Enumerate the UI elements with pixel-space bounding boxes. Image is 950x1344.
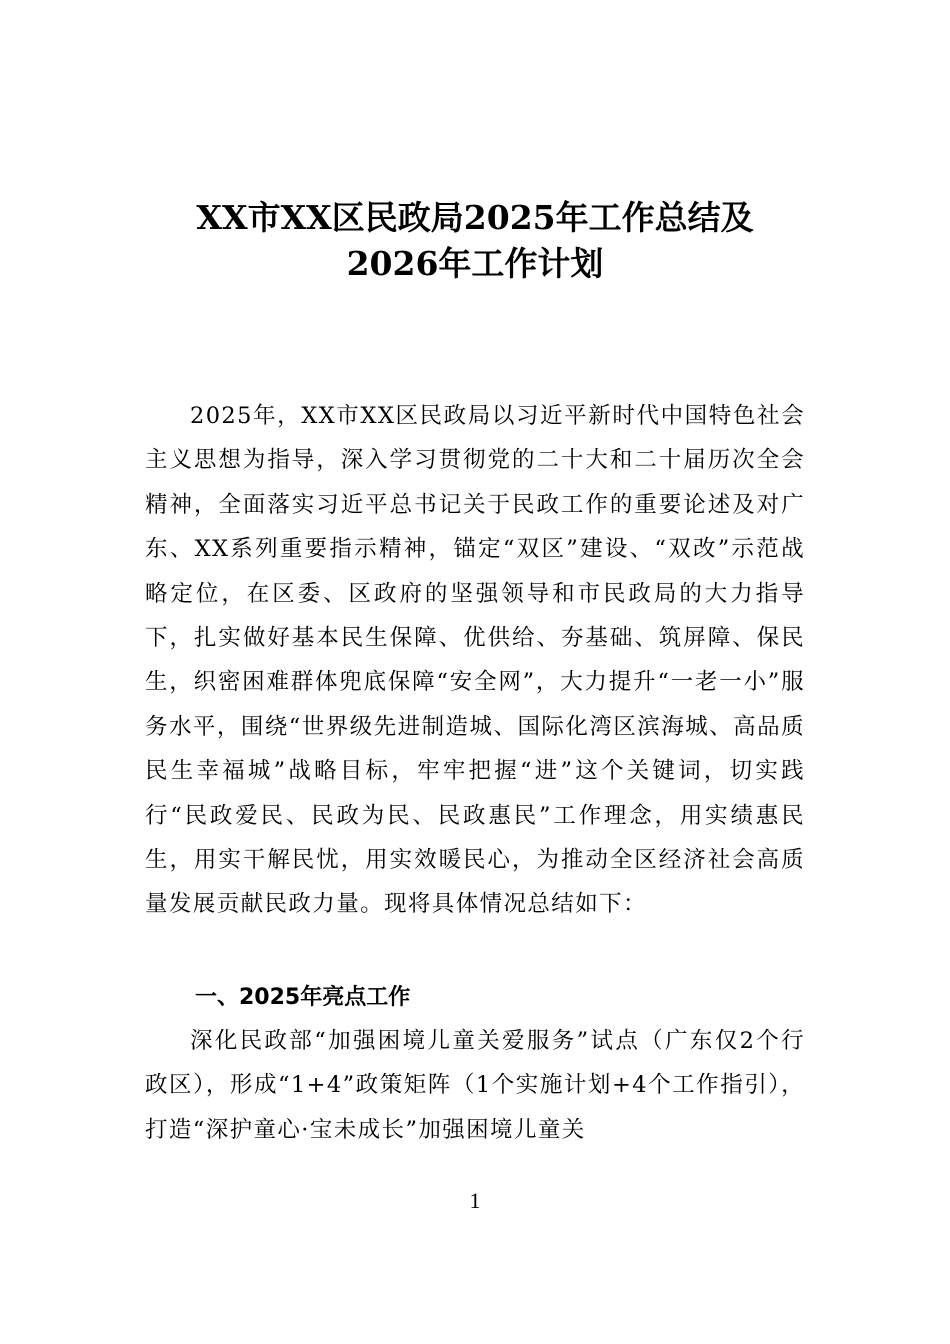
- page-number: 1: [469, 1188, 481, 1213]
- section-paragraph: 深化民政部“加强困境儿童关爱服务”试点（广东仅2个行政区），形成“1+4”政策矩阵（1个实施计划+4个工作指引），打造“深护童心·宝未成长”加强困境儿童关: [145, 1028, 805, 1143]
- document-title-line-1: XX市XX区民政局2025年工作总结及: [196, 198, 754, 237]
- intro-paragraph: 2025年，XX市XX区民政局以习近平新时代中国特色社会主义思想为指导，深入学习贯彻党的二十大和二十届历次全会精神，全面落实习近平总书记关于民政工作的重要论述及对广东、XX系列重要指示精神，锚定“双区”建设、“双改”示范战略定位，在区委、区政府的坚强领导和市民政局的大力指导下，扎实做好基本民生保障、优供给、夯基础、筑屏障、保民生，织密困难群体兜底保障“安全网”，大力提升“一老一小”服务水平，围绕“世界级先进制造城、国际化湾区滨海城、高品质民生幸福城”战略目标，牢牢把握“进”这个关键词，切实践行“民政爱民、民政为民、民政惠民”工作理念，用实绩惠民生，用实干解民忧，用实效暖民心，为推动全区经济社会高质量发展贡献民政力量。现将具体情况总结如下：: [145, 403, 805, 918]
- document-title-line-2: 2026年工作计划: [346, 244, 604, 283]
- section-heading: 一、2025年亮点工作: [195, 985, 411, 1010]
